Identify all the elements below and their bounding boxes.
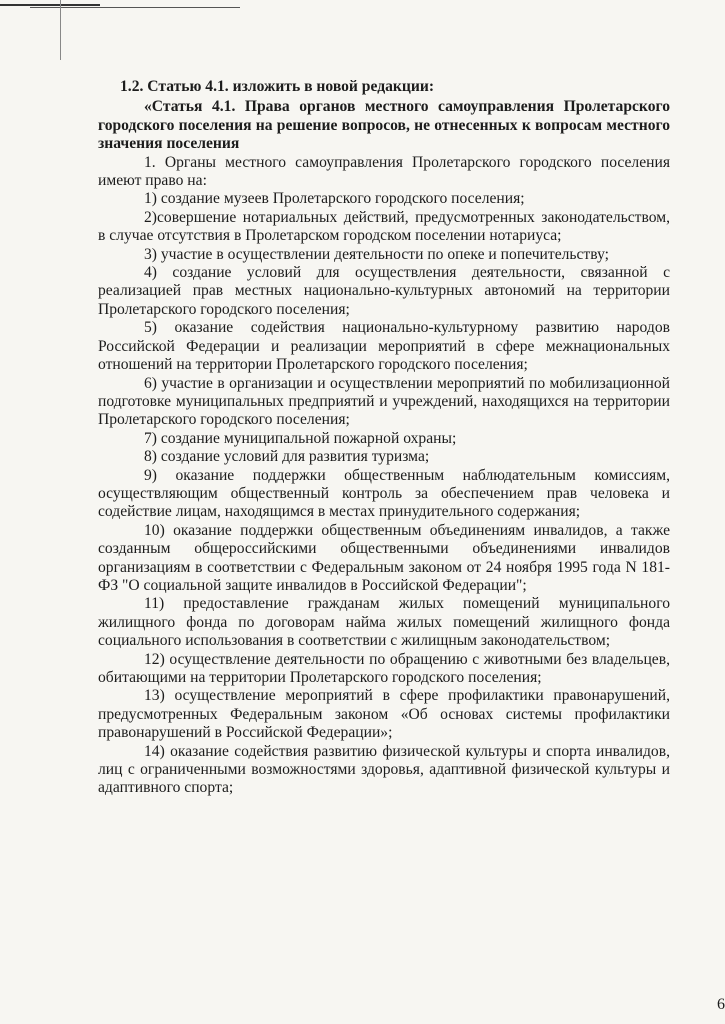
document-page (98, 78, 670, 798)
article-title: «Статья 4.1. Права органов местного самоуправления Пролетарского городского поселения на решение вопросов, не отнесенных к вопросам местного значения поселения (98, 98, 670, 153)
scan-edge-mark (0, 4, 100, 6)
list-item: 7) создание муниципальной пожарной охраны; (144, 429, 457, 447)
article-intro: 1. Органы местного самоуправления Пролетарского городского поселения имеют право на: (98, 153, 670, 190)
list-item: 10) оказание поддержки общественным объединениям инвалидов, а также созданным общероссийскими общественными объединениями инвалидов организациям в соответствии с Федеральным законом от 24 ноября 1995 года N 181-ФЗ "О социальной защите инвалидов в Российской Федерации"; (98, 521, 670, 594)
list-item: 14) оказание содействия развитию физической культуры и спорта инвалидов, лиц с ограниченными возможностями здоровья, адаптивной физической культуры и адаптивного спорта; (98, 742, 670, 797)
list-item: 11) предоставление гражданам жилых помещений муниципального жилищного фонда по договорам найма жилых помещений жилищного фонда социального использования в соответствии с жилищным законодательством; (98, 595, 670, 650)
scan-edge-mark (60, 0, 61, 60)
list-item: 9) оказание поддержки общественным наблюдательным комиссиям, осуществляющим общественный контроль за обеспечением прав человека и содействие лицам, находящимся в местах принудительного содержания; (98, 466, 670, 521)
list-item: 8) создание условий для развития туризма; (144, 448, 430, 466)
page-number: 6 (717, 996, 725, 1013)
amendment-heading: 1.2. Статью 4.1. изложить в новой редакции: (120, 78, 435, 95)
scan-edge-mark (30, 7, 240, 8)
list-item: 1) создание музеев Пролетарского городского поселения; (144, 190, 525, 208)
list-item: 5) оказание содействия национально-культурному развитию народов Российской Федерации и реализации мероприятий в сфере межнациональных отношений на территории Пролетарского городского поселения; (98, 319, 670, 374)
list-item: 13) осуществление мероприятий в сфере профилактики правонарушений, предусмотренных Федеральным законом «Об основах системы профилактики правонарушений в Российской Федерации»; (98, 687, 670, 742)
list-item: 3) участие в осуществлении деятельности по опеке и попечительству; (144, 245, 610, 263)
list-item: 6) участие в организации и осуществлении мероприятий по мобилизационной подготовке муниципальных предприятий и учреждений, находящихся на территории Пролетарского городского поселения; (98, 374, 670, 429)
list-item: 2)совершение нотариальных действий, предусмотренных законодательством, в случае отсутствия в Пролетарском городском поселении нотариуса; (98, 208, 670, 245)
list-item: 12) осуществление деятельности по обращению с животными без владельцев, обитающими на территории Пролетарского городского поселения; (98, 650, 670, 686)
list-item: 4) создание условий для осуществления деятельности, связанной с реализацией прав местных национально-культурных автономий на территории Пролетарского городского поселения; (98, 264, 670, 318)
